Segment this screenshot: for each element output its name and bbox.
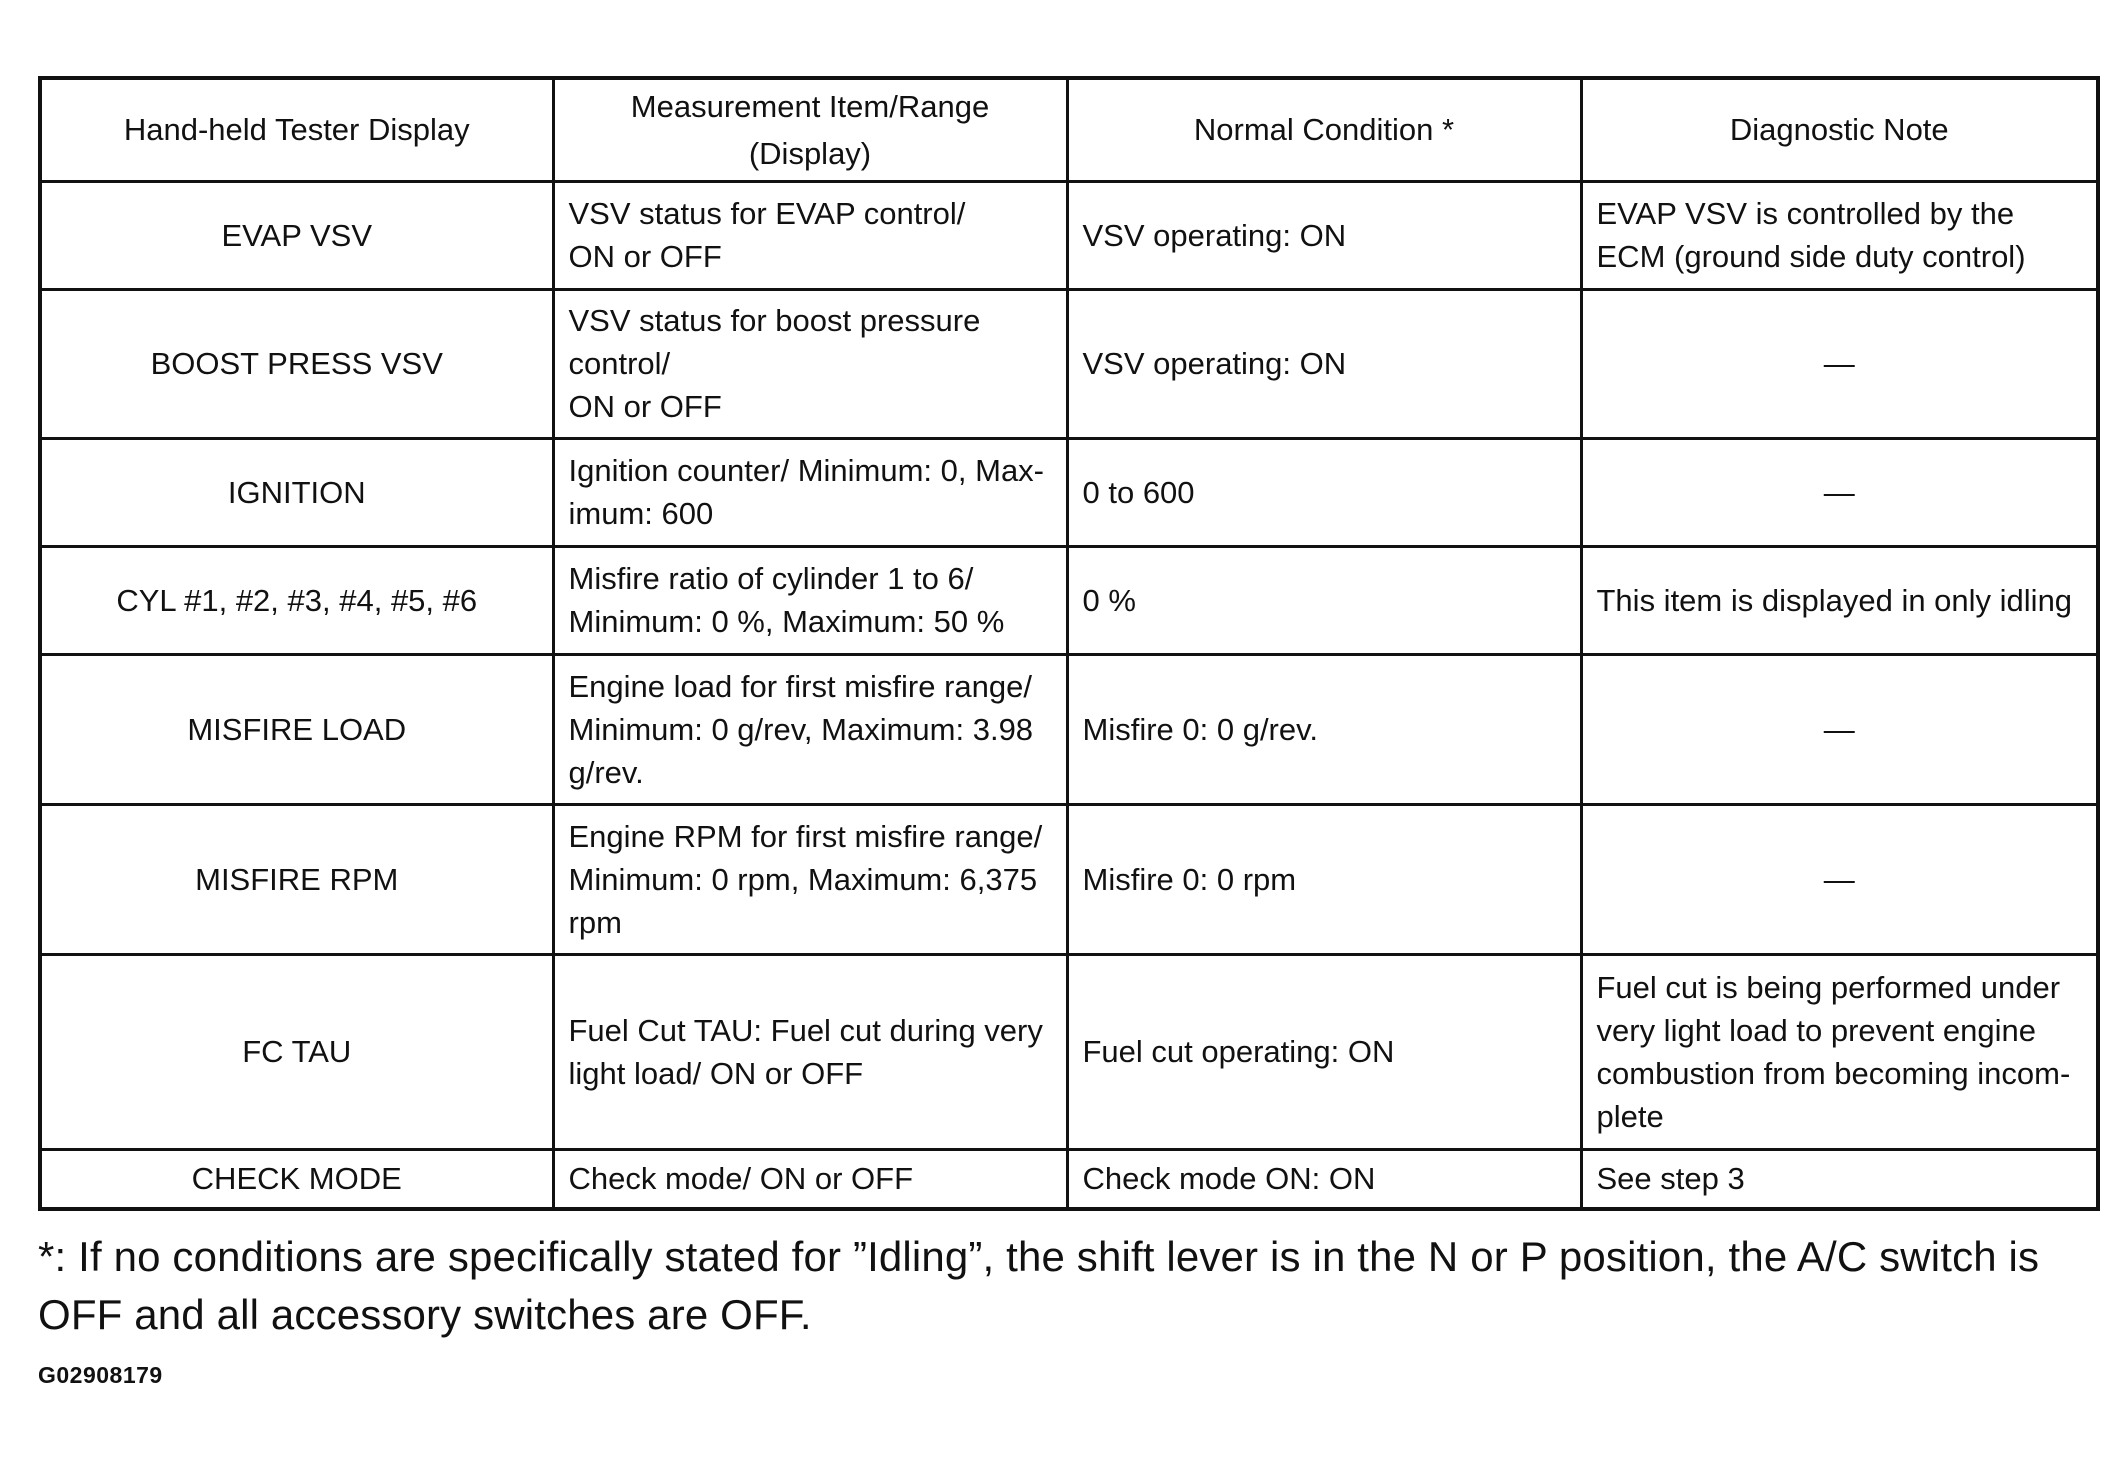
- table-row: [40, 1149, 2098, 1209]
- cell-normal-condition: Misfire 0: 0 g/rev.: [1067, 654, 1581, 804]
- cell-normal-condition: 0 %: [1067, 546, 1581, 654]
- table-header-row: [40, 78, 2098, 181]
- table-row: [40, 654, 2098, 804]
- cell-measurement: Misfire ratio of cylinder 1 to 6/ Minimum: 0 %, Maximum: 50 %: [553, 546, 1067, 654]
- cell-tester-display: CYL #1, #2, #3, #4, #5, #6: [40, 546, 553, 654]
- figure-id: G02908179: [38, 1362, 163, 1388]
- header-measurement-item: Measurement Item/Range (Display): [553, 78, 1067, 181]
- cell-tester-display: MISFIRE LOAD: [40, 654, 553, 804]
- cell-tester-display: CHECK MODE: [40, 1149, 553, 1209]
- cell-tester-display: EVAP VSV: [40, 181, 553, 289]
- header-tester-display: Hand-held Tester Display: [40, 78, 553, 181]
- table-row: [40, 546, 2098, 654]
- cell-diagnostic-note: EVAP VSV is controlled by the ECM (ground side duty control): [1581, 181, 2098, 289]
- cell-diagnostic-note: —: [1581, 438, 2098, 546]
- cell-normal-condition: VSV operating: ON: [1067, 181, 1581, 289]
- table-row: [40, 181, 2098, 289]
- cell-normal-condition: Fuel cut operating: ON: [1067, 954, 1581, 1149]
- cell-tester-display: FC TAU: [40, 954, 553, 1149]
- cell-measurement: Check mode/ ON or OFF: [553, 1149, 1067, 1209]
- cell-measurement: VSV status for boost pressure control/ ON or OFF: [553, 289, 1067, 438]
- header-diagnostic-note: Diagnostic Note: [1581, 78, 2098, 181]
- cell-tester-display: IGNITION: [40, 438, 553, 546]
- cell-normal-condition: 0 to 600: [1067, 438, 1581, 546]
- table-row: [40, 954, 2098, 1149]
- condition-footnote: *: If no conditions are specifically stated for ”Idling”, the shift lever is in the N or P position, the A/C switch is OFF and all accessory switches are OFF.: [38, 1233, 2040, 1338]
- cell-measurement: VSV status for EVAP control/ ON or OFF: [553, 181, 1067, 289]
- cell-diagnostic-note: —: [1581, 289, 2098, 438]
- cell-measurement: Ignition counter/ Minimum: 0, Max- imum: 600: [553, 438, 1067, 546]
- table-row: [40, 289, 2098, 438]
- header-normal-condition: Normal Condition *: [1067, 78, 1581, 181]
- diagnostic-data-table: [38, 76, 2100, 1211]
- cell-diagnostic-note: This item is displayed in only idling: [1581, 546, 2098, 654]
- cell-diagnostic-note: Fuel cut is being performed under very light load to prevent engine combustion from becoming incom- plete: [1581, 954, 2098, 1149]
- cell-measurement: Engine load for first misfire range/ Minimum: 0 g/rev, Maximum: 3.98 g/rev.: [553, 654, 1067, 804]
- cell-tester-display: BOOST PRESS VSV: [40, 289, 553, 438]
- table-row: [40, 804, 2098, 954]
- cell-diagnostic-note: —: [1581, 804, 2098, 954]
- cell-normal-condition: VSV operating: ON: [1067, 289, 1581, 438]
- cell-normal-condition: Check mode ON: ON: [1067, 1149, 1581, 1209]
- cell-tester-display: MISFIRE RPM: [40, 804, 553, 954]
- cell-normal-condition: Misfire 0: 0 rpm: [1067, 804, 1581, 954]
- table-row: [40, 438, 2098, 546]
- cell-measurement: Engine RPM for first misfire range/ Minimum: 0 rpm, Maximum: 6,375 rpm: [553, 804, 1067, 954]
- cell-diagnostic-note: —: [1581, 654, 2098, 804]
- cell-diagnostic-note: See step 3: [1581, 1149, 2098, 1209]
- cell-measurement: Fuel Cut TAU: Fuel cut during very light load/ ON or OFF: [553, 954, 1067, 1149]
